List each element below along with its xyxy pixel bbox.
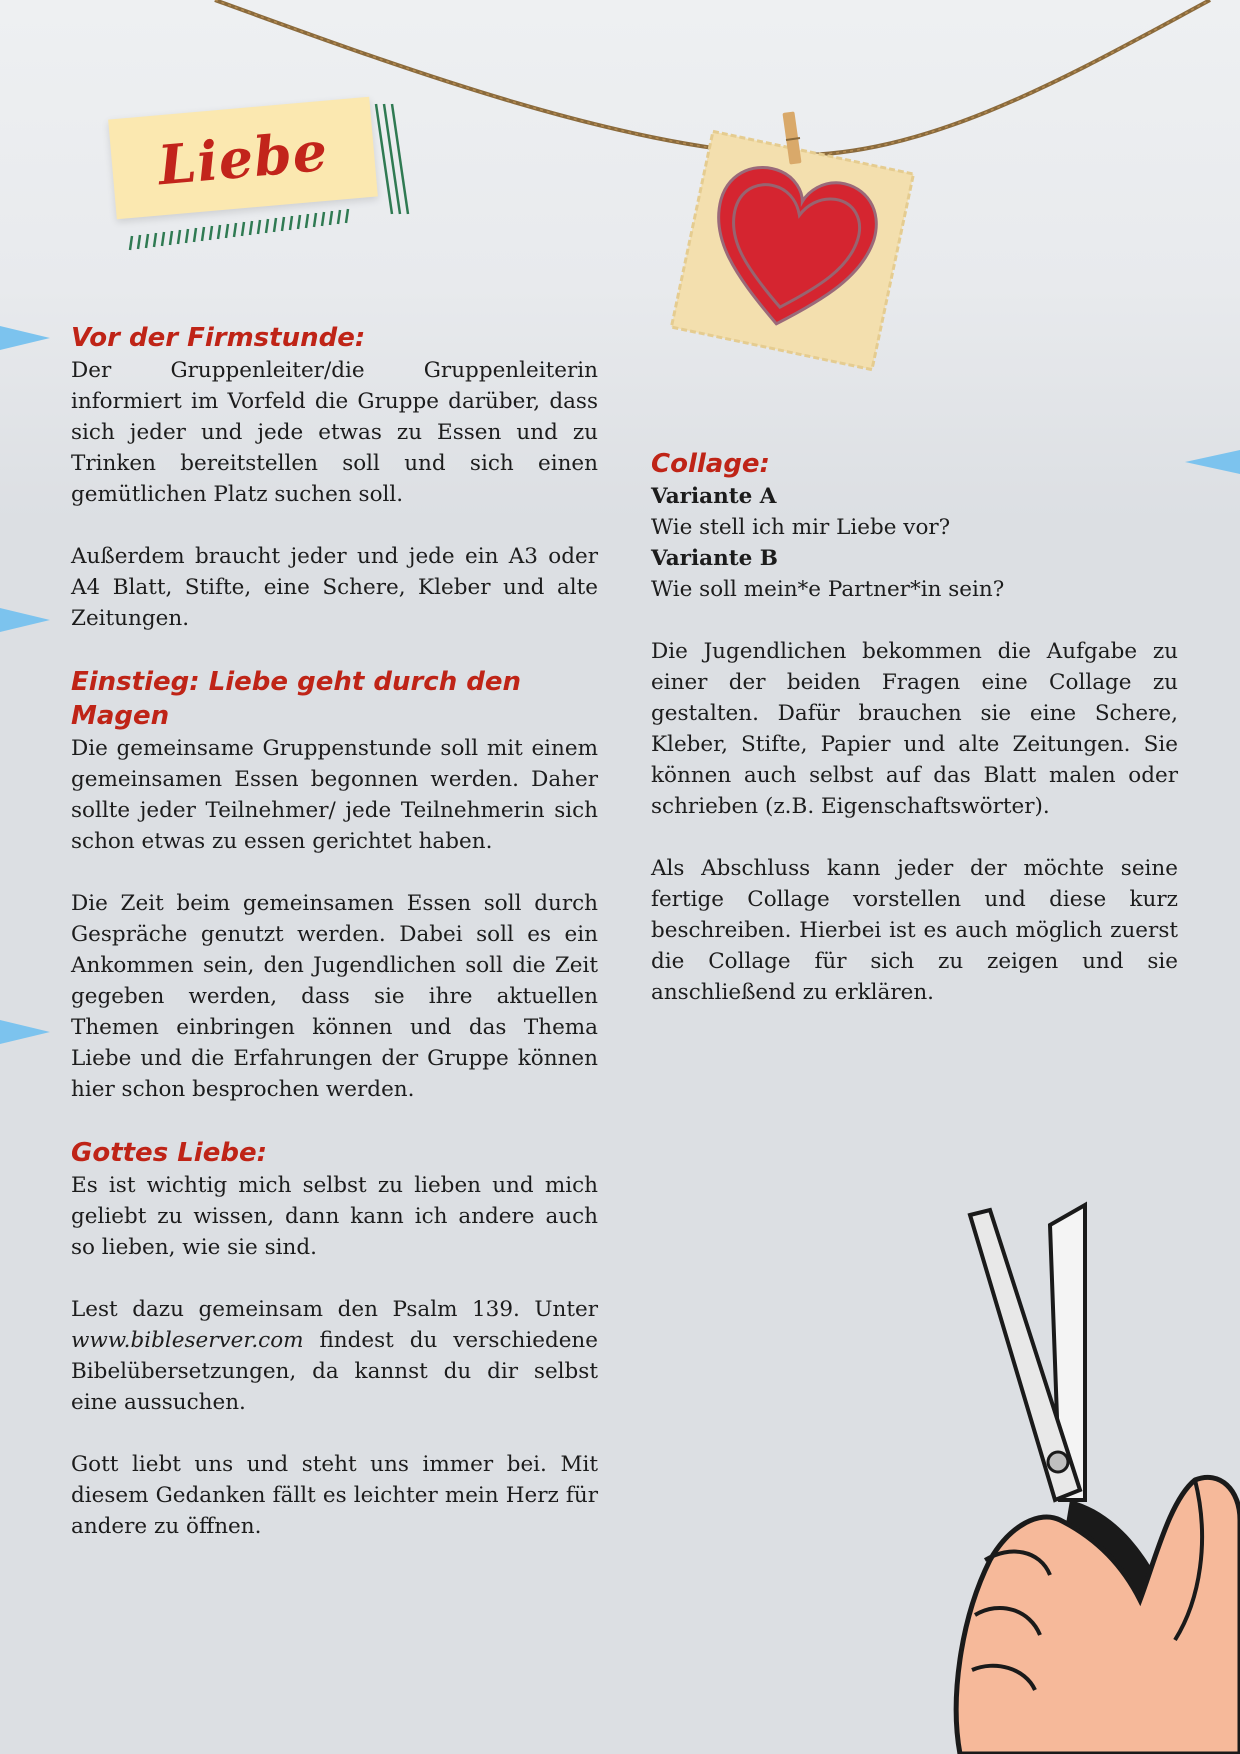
heading-vor-der-firmstunde: Vor der Firmstunde: — [71, 323, 366, 353]
paragraph: Gott liebt uns und steht uns immer bei. Mit diesem Gedanken fällt es leichter mein Herz für andere zu öffnen. — [71, 1452, 598, 1539]
bibleserver-link[interactable]: www.bibleserver.com — [71, 1328, 304, 1353]
section-marker-2 — [0, 608, 50, 632]
paragraph: Die Jugendlichen bekommen die Aufgabe zu einer der beiden Fragen eine Collage zu gestalten. Dafür brauchen sie eine Schere, Kleber, Stifte, Papier und alte Zeitungen. Sie können auch selbst auf das Blatt malen oder schrieben (z.B. Eigenschaftswörter). — [651, 639, 1178, 819]
variant-a-label: Variante A — [651, 484, 777, 509]
paragraph: Als Abschluss kann jeder der möchte seine fertige Collage vorstellen und diese kurz beschreiben. Hierbei ist es auch möglich zuerst die Collage für sich zu zeigen und sie anschließend zu erklären. — [651, 856, 1178, 1005]
right-column — [651, 447, 1178, 1039]
variant-a-text: Wie stell ich mir Liebe vor? — [651, 515, 951, 540]
paragraph: Lest dazu gemeinsam den Psalm 139. Unter www.bibleserver.com findest du verschiedene Bibelübersetzungen, da kannst du dir selbst eine aussuchen. — [71, 1297, 598, 1415]
left-column — [71, 321, 598, 1573]
paragraph: Außerdem braucht jeder und jede ein A3 oder A4 Blatt, Stifte, eine Schere, Kleber und alte Zeitungen. — [71, 544, 598, 631]
variant-b-label: Variante B — [651, 546, 778, 571]
variant-b-text: Wie soll mein*e Partner*in sein? — [651, 577, 1005, 602]
heading-gottes-liebe: Gottes Liebe: — [71, 1138, 267, 1168]
paragraph: Es ist wichtig mich selbst zu lieben und mich geliebt zu wissen, dann kann ich andere auch so lieben, wie sie sind. — [71, 1173, 598, 1260]
paragraph: Die gemeinsame Gruppenstunde soll mit einem gemeinsamen Essen begonnen werden. Daher sollte jeder Teilnehmer/ jede Teilnehmerin sich schon etwas zu essen gerichtet haben. — [71, 736, 598, 854]
paragraph: Der Gruppenleiter/die Gruppenleiterin informiert im Vorfeld die Gruppe darüber, dass sich jeder und jede etwas zu Essen und zu Trinken bereitstellen soll und sich einen gemütlichen Platz suchen soll. — [71, 358, 598, 507]
section-marker-3 — [0, 1020, 50, 1044]
heading-einstieg: Einstieg: Liebe geht durch den Magen — [71, 667, 522, 731]
paragraph: Die Zeit beim gemeinsamen Essen soll durch Gespräche genutzt werden. Dabei soll es ein Ankommen sein, den Jugendlichen soll die Zeit gegeben werden, dass sie ihre aktuellen Themen einbringen können und das Thema Liebe und die Erfahrungen der Gruppe können hier schon besprochen werden. — [71, 891, 598, 1102]
page-title: Liebe — [155, 118, 331, 198]
heading-collage: Collage: — [651, 449, 770, 479]
scissors-hand-icon — [956, 1205, 1240, 1754]
